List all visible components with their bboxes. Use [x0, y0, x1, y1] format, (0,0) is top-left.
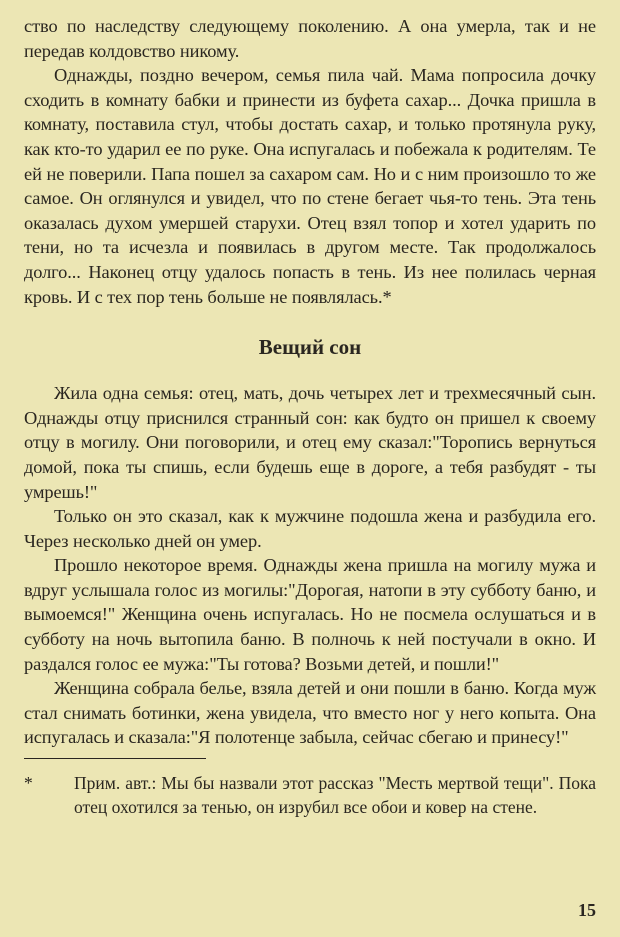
- paragraph-shadow-story: Однажды, поздно вечером, семья пила чай. Мама попросила дочку сходить в комнату бабки и принести из буфета сахар... Дочка пришла в комнату, поставила стул, чтобы достать сахар, и только протянула руку, как кто-то ударил ее по руке. Она испугалась и побежала к родителям. Те ей не поверили. Папа пошел за сахаром сам. Но и с ним произошло то же самое. Он оглянулся и увидел, что по стене бегает чья-то тень. Эта тень оказалась духом умершей старухи. Отец взял топор и хотел ударить по тени, но та исчезла и появилась в другом месте. Так продолжалось долго... Наконец отцу удалось попасть в тень. Из нее полилась черная кровь. И с тех пор тень больше не появлялась.*: [24, 65, 596, 307]
- footnote-mark: *: [24, 773, 33, 794]
- story-title: Вещий сон: [258, 335, 362, 360]
- footnote: [24, 771, 596, 819]
- footnote-divider: [24, 758, 206, 759]
- paragraph-story-2: Только он это сказал, как к мужчине подошла жена и разбудила его. Через несколько дней он умер.: [24, 506, 596, 551]
- paragraph-story-4: Женщина собрала белье, взяла детей и они пошли в баню. Когда муж стал снимать ботинки, жена увидела, что вместо ног у него копыта. Она испугалась и сказала:"Я полотенце забыла, сейчас сбегаю и принесу!": [24, 678, 596, 748]
- footnote-text: Прим. авт.: Мы бы назвали этот рассказ "Месть мертвой тещи". Пока отец охотился за тенью, он изрубил все обои и ковер на стене.: [74, 773, 596, 818]
- paragraph-story-1: Жила одна семья: отец, мать, дочь четырех лет и трехмесячный сын. Однажды отцу приснился странный сон: как будто он пришел к своему отцу в могилу. Они поговорили, и отец ему сказал:"Торопись вернуться домой, пока ты спишь, если будешь еще в дороге, а тебя разбудят - ты умрешь!": [24, 383, 596, 502]
- paragraph-story-3: Прошло некоторое время. Однажды жена пришла на могилу мужа и вдруг услышала голос из могилы:"Дорогая, натопи в эту субботу баню, и вымоемся!" Женщина очень испугалась. Но не посмела ослушаться и в субботу на ночь вытопила баню. В полночь к ней постучали в окно. И раздался голос ее мужа:"Ты готова? Возьми детей, и пошли!": [24, 555, 596, 674]
- paragraph-continued: ство по наследству следующему поколению. А она умерла, так и не передав колдовство никому.: [24, 16, 596, 61]
- page-number: 15: [578, 900, 596, 920]
